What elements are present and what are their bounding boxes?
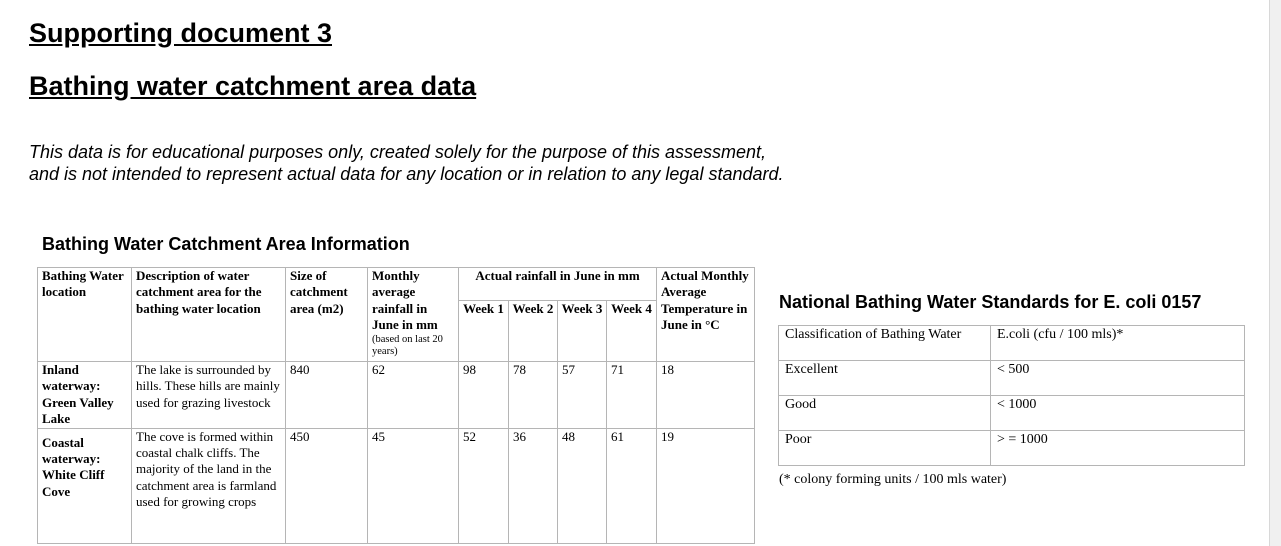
cell-ecoli: > = 1000 <box>991 431 1245 466</box>
cell-monthly-rainfall: 62 <box>368 362 459 429</box>
header-week-2: Week 2 <box>509 301 558 362</box>
cell-classification: Excellent <box>779 361 991 396</box>
catchment-table-caption: Bathing Water Catchment Area Information <box>42 234 410 254</box>
cell-temperature: 19 <box>657 428 755 543</box>
cell-week-2: 78 <box>509 362 558 429</box>
table-row <box>38 428 755 543</box>
header-week-3: Week 3 <box>558 301 607 362</box>
cell-temperature: 18 <box>657 362 755 429</box>
header-actual-rainfall: Actual rainfall in June in mm <box>459 268 657 301</box>
cell-description: The cove is formed within coastal chalk cliffs. The majority of the land in the catchment area is farmland used for growing crops <box>132 428 286 543</box>
header-week-4: Week 4 <box>607 301 657 362</box>
header-classification: Classification of Bathing Water <box>779 326 991 361</box>
table-row <box>779 396 1245 431</box>
document-heading: Supporting document 3 <box>29 18 332 48</box>
cell-classification: Poor <box>779 431 991 466</box>
cell-monthly-rainfall: 45 <box>368 428 459 543</box>
header-monthly-rainfall-label: Monthly average rainfall in June in mm <box>372 268 438 333</box>
header-description: Description of water catchment area for the bathing water location <box>132 268 286 362</box>
header-monthly-rainfall <box>368 268 459 362</box>
header-temperature: Actual Monthly Average Temperature in June in °C <box>657 268 755 362</box>
cell-ecoli: < 500 <box>991 361 1245 396</box>
cell-location: Inland waterway: Green Valley Lake <box>38 362 132 429</box>
cell-week-1: 98 <box>459 362 509 429</box>
cell-week-4: 61 <box>607 428 657 543</box>
table-row <box>779 361 1245 396</box>
header-monthly-rainfall-note: (based on last 20 years) <box>372 333 443 357</box>
standards-footnote: (* colony forming units / 100 mls water) <box>779 472 1007 487</box>
table-row <box>779 431 1245 466</box>
section-heading: Bathing water catchment area data <box>29 71 477 101</box>
cell-classification: Good <box>779 396 991 431</box>
cell-week-1: 52 <box>459 428 509 543</box>
cell-description: The lake is surrounded by hills. These hills are mainly used for grazing livestock <box>132 362 286 429</box>
cell-size: 450 <box>286 428 368 543</box>
standards-table-caption: National Bathing Water Standards for E. coli 0157 <box>779 292 1202 312</box>
disclaimer-line-1: This data is for educational purposes only, created solely for the purpose of this assessment, <box>29 142 767 162</box>
header-week-1: Week 1 <box>459 301 509 362</box>
cell-week-2: 36 <box>509 428 558 543</box>
disclaimer <box>29 141 784 185</box>
cell-size: 840 <box>286 362 368 429</box>
disclaimer-line-2: and is not intended to represent actual data for any location or in relation to any legal standard. <box>29 164 784 184</box>
catchment-table <box>37 267 755 544</box>
cell-week-4: 71 <box>607 362 657 429</box>
standards-table <box>778 325 1245 466</box>
header-size: Size of catchment area (m2) <box>286 268 368 362</box>
cell-location: Coastal waterway: White Cliff Cove <box>38 428 132 543</box>
header-location: Bathing Water location <box>38 268 132 362</box>
scrollbar-gutter <box>1270 0 1281 546</box>
header-ecoli: E.coli (cfu / 100 mls)* <box>991 326 1245 361</box>
table-row <box>38 362 755 429</box>
cell-week-3: 48 <box>558 428 607 543</box>
cell-ecoli: < 1000 <box>991 396 1245 431</box>
table-row <box>779 326 1245 361</box>
cell-week-3: 57 <box>558 362 607 429</box>
